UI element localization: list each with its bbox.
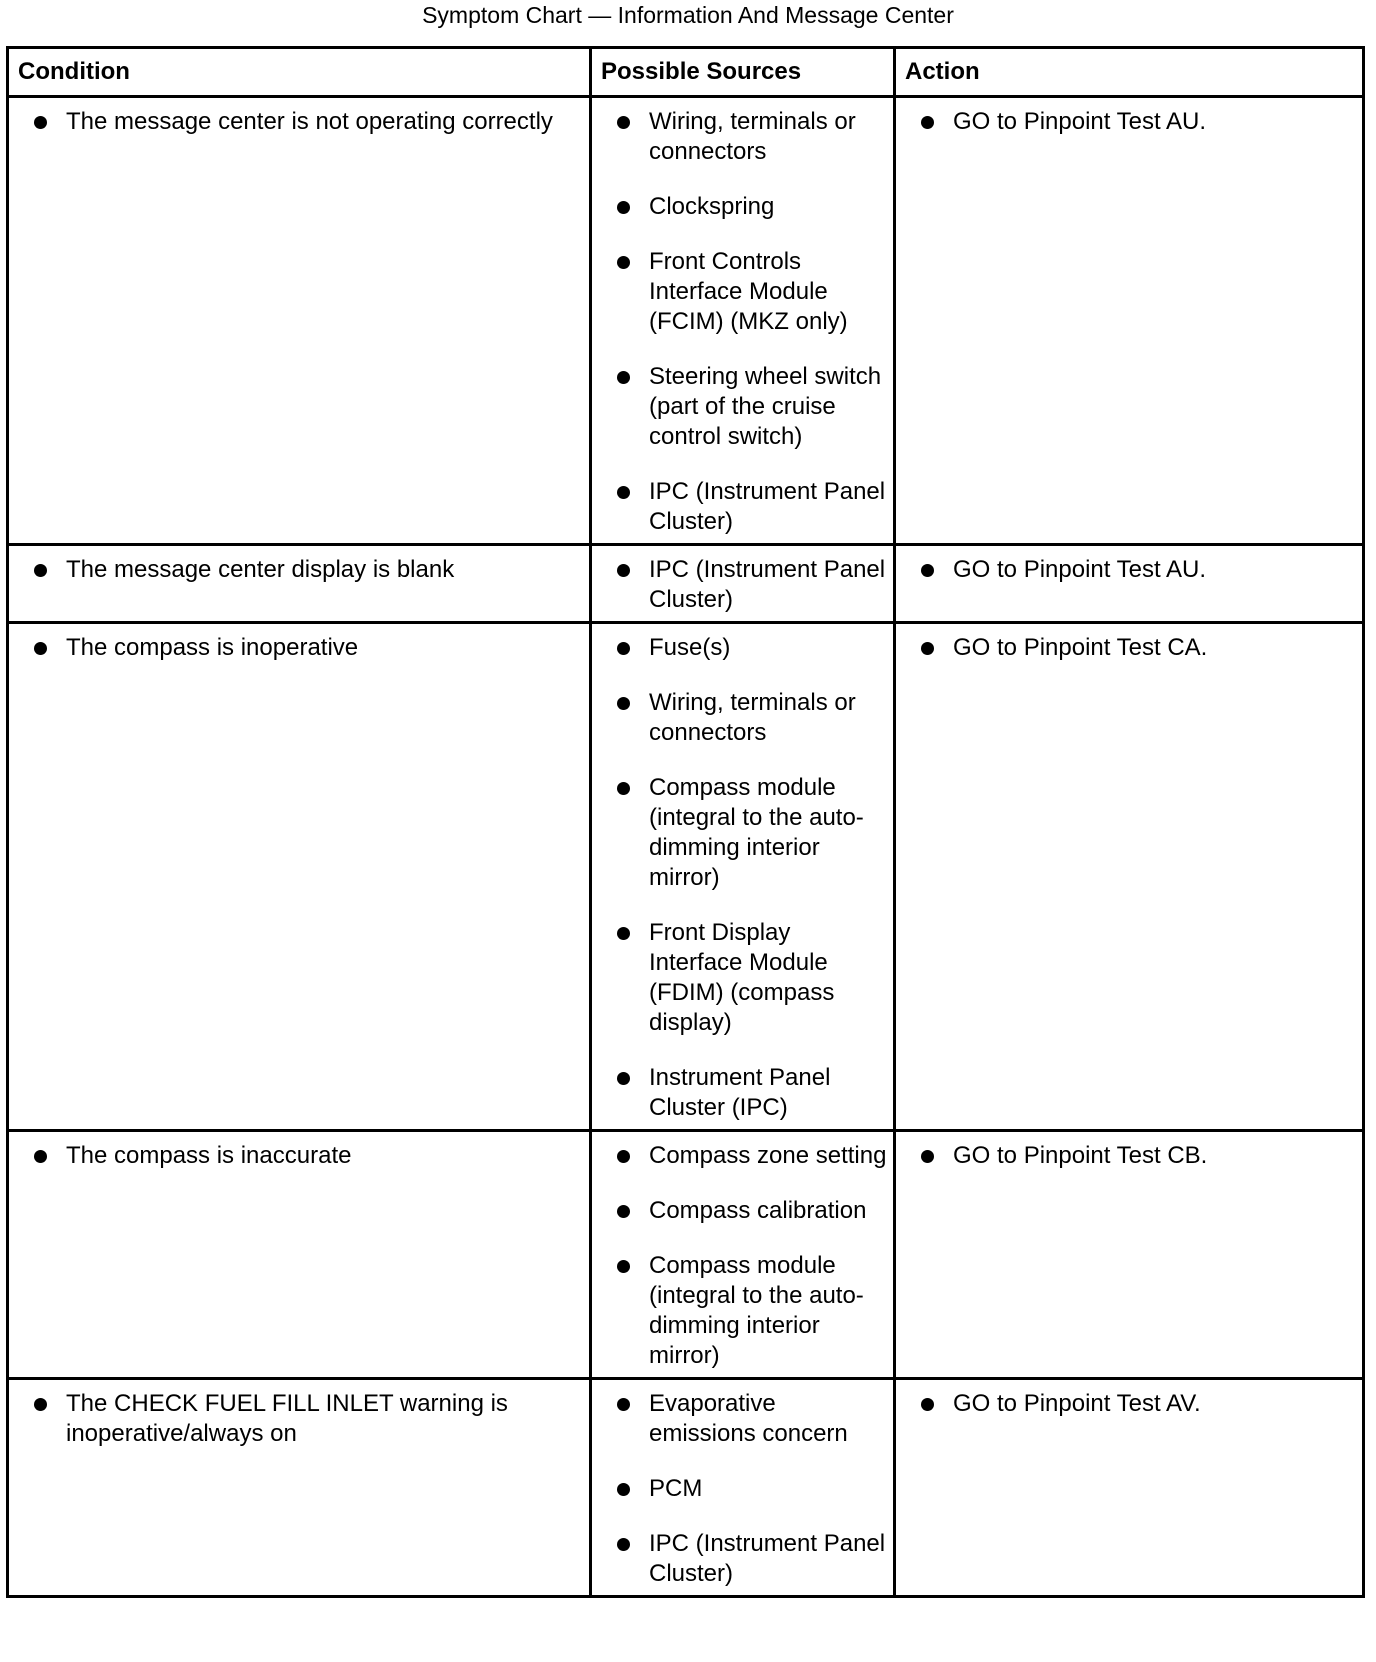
bullet-icon <box>617 116 630 129</box>
possible-source-item <box>592 1529 887 1589</box>
bullet-icon <box>617 201 630 214</box>
action-list <box>896 107 1356 137</box>
possible-sources-cell <box>591 97 895 545</box>
column-header-action: Action <box>895 48 1364 97</box>
condition-list <box>9 1141 583 1171</box>
possible-source-item-text: Fuse(s) <box>649 634 731 661</box>
condition-cell <box>8 1131 591 1379</box>
bullet-icon <box>617 371 630 384</box>
possible-source-item <box>592 555 887 615</box>
table-row <box>8 97 1364 545</box>
table-row <box>8 1379 1364 1597</box>
bullet-icon <box>921 564 934 577</box>
action-item <box>896 555 1356 585</box>
possible-source-item <box>592 1141 887 1171</box>
bullet-icon <box>617 564 630 577</box>
possible-source-item <box>592 477 887 537</box>
action-cell <box>895 1131 1364 1379</box>
possible-source-item <box>592 1389 887 1449</box>
condition-cell <box>8 1379 591 1597</box>
bullet-icon <box>921 116 934 129</box>
action-item-text: GO to Pinpoint Test CB. <box>953 1142 1208 1169</box>
bullet-icon <box>34 1398 47 1411</box>
possible-source-item-text: Compass module (integral to the auto-dimming interior mirror) <box>649 1252 864 1369</box>
possible-source-item-text: Front Display Interface Module (FDIM) (compass display) <box>649 919 835 1036</box>
possible-sources-cell <box>591 1131 895 1379</box>
bullet-icon <box>921 642 934 655</box>
action-cell <box>895 1379 1364 1597</box>
table-row <box>8 545 1364 623</box>
possible-source-item-text: Compass calibration <box>649 1197 867 1224</box>
possible-source-item-text: PCM <box>649 1475 703 1502</box>
bullet-icon <box>617 1072 630 1085</box>
condition-item-text: The compass is inaccurate <box>66 1142 352 1169</box>
bullet-icon <box>921 1398 934 1411</box>
possible-source-item <box>592 1251 887 1371</box>
possible-source-item-text: Wiring, terminals or connectors <box>649 689 856 746</box>
action-item <box>896 107 1356 137</box>
condition-item-text: The message center display is blank <box>66 556 455 583</box>
possible-source-item-text: Wiring, terminals or connectors <box>649 108 856 165</box>
condition-item-text: The message center is not operating correctly <box>66 108 553 135</box>
possible-source-item-text: Steering wheel switch (part of the cruise control switch) <box>649 363 882 450</box>
condition-item-text: The CHECK FUEL FILL INLET warning is inoperative/always on <box>66 1390 508 1447</box>
possible-source-item-text: Compass zone setting <box>649 1142 887 1169</box>
condition-item <box>9 107 583 137</box>
bullet-icon <box>617 1538 630 1551</box>
possible-sources-cell <box>591 1379 895 1597</box>
action-item <box>896 1141 1356 1171</box>
table-row <box>8 623 1364 1131</box>
condition-item <box>9 1141 583 1171</box>
possible-source-item <box>592 362 887 452</box>
bullet-icon <box>34 1150 47 1163</box>
possible-sources-cell <box>591 623 895 1131</box>
bullet-icon <box>617 697 630 710</box>
action-item-text: GO to Pinpoint Test CA. <box>953 634 1208 661</box>
possible-source-item <box>592 773 887 893</box>
bullet-icon <box>617 486 630 499</box>
header-row <box>8 48 1364 97</box>
possible-source-item <box>592 918 887 1038</box>
action-list <box>896 1389 1356 1419</box>
possible-sources-list <box>592 555 887 615</box>
possible-source-item-text: Instrument Panel Cluster (IPC) <box>649 1064 831 1121</box>
condition-cell <box>8 545 591 623</box>
bullet-icon <box>617 1260 630 1273</box>
condition-item-text: The compass is inoperative <box>66 634 359 661</box>
possible-source-item-text: IPC (Instrument Panel Cluster) <box>649 478 886 535</box>
action-list <box>896 633 1356 663</box>
possible-source-item <box>592 633 887 663</box>
action-item <box>896 633 1356 663</box>
possible-source-item-text: Compass module (integral to the auto-dimming interior mirror) <box>649 774 864 891</box>
condition-cell <box>8 97 591 545</box>
action-list <box>896 1141 1356 1171</box>
condition-list <box>9 1389 583 1449</box>
possible-sources-list <box>592 633 887 1123</box>
possible-source-item-text: Evaporative emissions concern <box>649 1390 848 1447</box>
condition-list <box>9 555 583 585</box>
condition-list <box>9 633 583 663</box>
bullet-icon <box>921 1150 934 1163</box>
possible-source-item-text: Clockspring <box>649 193 775 220</box>
possible-source-item <box>592 107 887 167</box>
bullet-icon <box>617 1483 630 1496</box>
column-header-condition: Condition <box>8 48 591 97</box>
action-item-text: GO to Pinpoint Test AU. <box>953 108 1207 135</box>
possible-sources-cell <box>591 545 895 623</box>
possible-source-item <box>592 1063 887 1123</box>
bullet-icon <box>34 642 47 655</box>
condition-cell <box>8 623 591 1131</box>
possible-sources-list <box>592 1389 887 1589</box>
bullet-icon <box>617 642 630 655</box>
bullet-icon <box>617 782 630 795</box>
action-item-text: GO to Pinpoint Test AV. <box>953 1390 1201 1417</box>
possible-sources-list <box>592 1141 887 1371</box>
bullet-icon <box>617 256 630 269</box>
bullet-icon <box>617 1398 630 1411</box>
action-cell <box>895 545 1364 623</box>
possible-source-item <box>592 1196 887 1226</box>
bullet-icon <box>617 927 630 940</box>
action-list <box>896 555 1356 585</box>
condition-item <box>9 555 583 585</box>
table-body <box>8 97 1364 1597</box>
action-cell <box>895 97 1364 545</box>
possible-source-item-text: IPC (Instrument Panel Cluster) <box>649 556 886 613</box>
table-row <box>8 1131 1364 1379</box>
table-caption: Symptom Chart — Information And Message Center <box>422 2 954 28</box>
possible-source-item-text: Front Controls Interface Module (FCIM) (MKZ only) <box>649 248 848 335</box>
condition-list <box>9 107 583 137</box>
possible-source-item <box>592 247 887 337</box>
column-header-possible-sources: Possible Sources <box>591 48 895 97</box>
condition-item <box>9 1389 583 1449</box>
bullet-icon <box>617 1150 630 1163</box>
condition-item <box>9 633 583 663</box>
possible-sources-list <box>592 107 887 537</box>
action-item-text: GO to Pinpoint Test AU. <box>953 556 1207 583</box>
possible-source-item <box>592 192 887 222</box>
possible-source-item <box>592 1474 887 1504</box>
possible-source-item <box>592 688 887 748</box>
action-item <box>896 1389 1356 1419</box>
bullet-icon <box>34 564 47 577</box>
symptom-chart-table <box>6 46 1365 1598</box>
action-cell <box>895 623 1364 1131</box>
bullet-icon <box>34 116 47 129</box>
bullet-icon <box>617 1205 630 1218</box>
possible-source-item-text: IPC (Instrument Panel Cluster) <box>649 1530 886 1587</box>
